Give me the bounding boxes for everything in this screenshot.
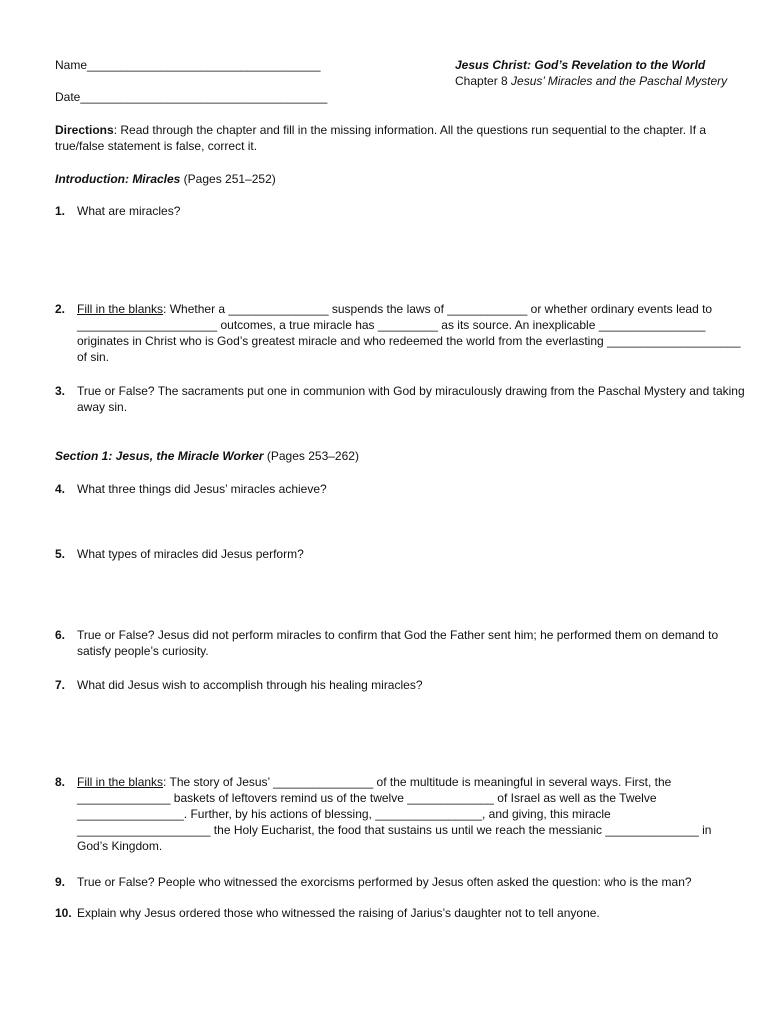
question-number: 9.: [55, 875, 66, 889]
book-title: Jesus Christ: God’s Revelation to the World: [455, 58, 706, 72]
question-line: satisfy people’s curiosity.: [77, 644, 209, 658]
question-line: ______________ baskets of leftovers remind us of the twelve _____________ of Israel as well as the Twelve: [77, 791, 657, 805]
question-line: ____________________ the Holy Eucharist, the food that sustains us until we reach the messianic ______________ in: [77, 823, 712, 837]
question-text: What three things did Jesus’ miracles achieve?: [77, 482, 327, 496]
question-number: 4.: [55, 482, 66, 496]
name-field-label: Name___________________________________: [55, 58, 321, 72]
section-title: Section 1: Jesus, the Miracle Worker: [55, 449, 264, 463]
question-line-text: : The story of Jesus’ _______________ of the multitude is meaningful in several ways. First, the: [163, 775, 672, 789]
chapter-title: Jesus’ Miracles and the Paschal Mystery: [511, 74, 728, 88]
chapter-heading: [455, 73, 727, 89]
section-heading-intro: [55, 171, 276, 187]
question-line: of sin.: [77, 350, 110, 364]
section-pages: (Pages 253–262): [263, 449, 359, 463]
directions-line-2: true/false statement is false, correct it.: [55, 139, 258, 153]
question-number: 2.: [55, 302, 66, 316]
question-text: What are miracles?: [77, 204, 181, 218]
question-line: _____________________ outcomes, a true miracle has _________ as its source. An inexplicable ________________: [77, 318, 706, 332]
question-text: What did Jesus wish to accomplish through his healing miracles?: [77, 678, 423, 692]
question-line: [77, 301, 712, 317]
question-line: away sin.: [77, 400, 128, 414]
question-number: 3.: [55, 384, 66, 398]
question-text: Explain why Jesus ordered those who witnessed the raising of Jarius’s daughter not to tell anyone.: [77, 906, 600, 920]
chapter-prefix: Chapter 8: [455, 74, 512, 88]
question-number: 8.: [55, 775, 66, 789]
question-line: True or False? Jesus did not perform miracles to confirm that God the Father sent him; he performed them on demand to: [77, 628, 719, 642]
question-number: 10.: [55, 906, 72, 920]
question-line: originates in Christ who is God’s greatest miracle and who redeemed the world from the everlasting ____________________: [77, 334, 741, 348]
question-line: God’s Kingdom.: [77, 839, 163, 853]
section-pages: (Pages 251–252): [180, 172, 276, 186]
question-line-text: : Whether a _______________ suspends the laws of ____________ or whether ordinary events lead to: [163, 302, 713, 316]
question-number: 6.: [55, 628, 66, 642]
directions-label: Directions: [55, 123, 114, 137]
question-text: True or False? People who witnessed the exorcisms performed by Jesus often asked the question: who is the man?: [77, 875, 692, 889]
section-title: Introduction: Miracles: [55, 172, 181, 186]
question-text: What types of miracles did Jesus perform?: [77, 547, 304, 561]
question-line: True or False? The sacraments put one in communion with God by miraculously drawing from the Paschal Mystery and taking: [77, 384, 745, 398]
question-number: 7.: [55, 678, 66, 692]
question-number: 1.: [55, 204, 66, 218]
question-line: ________________. Further, by his actions of blessing, ________________, and giving, this miracle: [77, 807, 611, 821]
question-line: [77, 774, 671, 790]
section-heading-section-1: [55, 448, 359, 464]
question-number: 5.: [55, 547, 66, 561]
fill-blanks-label: Fill in the blanks: [77, 302, 164, 316]
fill-blanks-label: Fill in the blanks: [77, 775, 164, 789]
date-field-label: Date_____________________________________: [55, 90, 328, 104]
directions-text-1: : Read through the chapter and fill in the missing information. All the questions run sequential to the chapter. If a: [113, 123, 707, 137]
directions-line-1: [55, 122, 706, 138]
